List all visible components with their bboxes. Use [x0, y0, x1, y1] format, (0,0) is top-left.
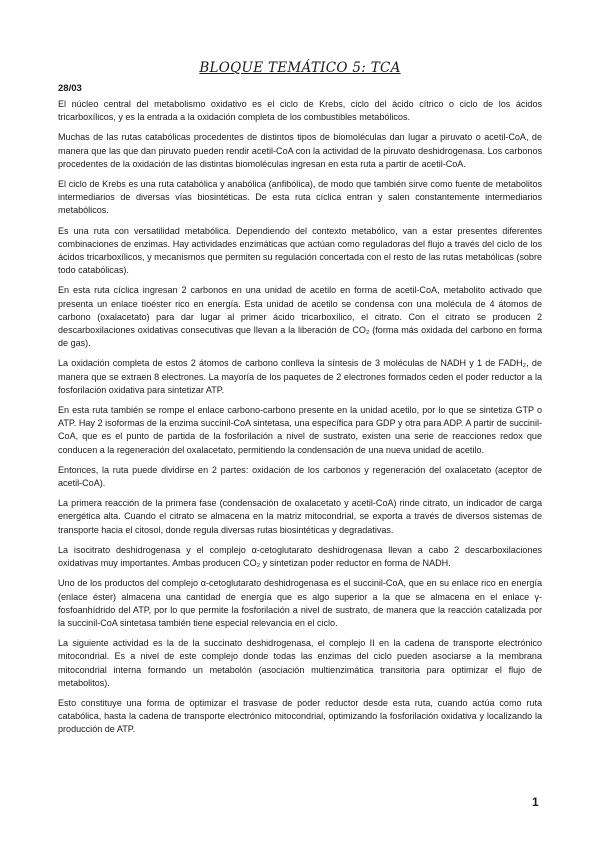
paragraph-12: La siguiente actividad es la de la succinato deshidrogenasa, el complejo II en la cadena de transporte electrónico mitocondrial. Es a nivel de este complejo donde todas las enzimas del ciclo pueden asociarse a la membrana mitocondrial interna formando un metabolón (asociación multienzimática transitoria para optimizar el flujo de metabolitos). — [58, 638, 542, 688]
paragraph-1: El núcleo central del metabolismo oxidativo es el ciclo de Krebs, ciclo del ácido cítrico o ciclo de los ácidos tricarboxílicos, y es la entrada a la oxidación completa de los combustibles metabólicos. — [58, 99, 542, 123]
paragraph-9: La primera reacción de la primera fase (condensación de oxalacetato y acetil-CoA) rinde citrato, un indicador de carga energética alta. Cuando el citrato se almacena en la matriz mitocondrial, se exporta a través de diversos sistemas de transporte hacia el citosol, donde regula diversas rutas biosintéticas y degradativas. — [58, 498, 542, 535]
paragraph-6: La oxidación completa de estos 2 átomos de carbono conlleva la síntesis de 3 moléculas de NADH y 1 de FADH₂, de manera que se extraen 8 electrones. La mayoría de los paquetes de 2 electrones formados ceden el poder reductor a la fosforilación oxidativa para sintetizar ATP. — [58, 358, 542, 395]
paragraph-7: En esta ruta también se rompe el enlace carbono-carbono presente en la unidad acetilo, por lo que se sintetiza GTP o ATP. Hay 2 isoformas de la enzima succinil-CoA sintetasa, una específica para GDP y otra para ADP. A partir de succinil-CoA, que es el punto de partida de la fosforilación a nivel de sustrato, existen una serie de reacciones redox que conducen a la regeneración del oxalacetato, permitiendo la condensación de una nueva unidad de acetilo. — [58, 405, 542, 455]
paragraph-4: Es una ruta con versatilidad metabólica. Dependiendo del contexto metabólico, van a estar presentes diferentes combinaciones de enzimas. Hay actividades enzimáticas que actúan como reguladoras del flujo a través del ciclo de los ácidos tricarboxílicos, y mecanismos que permiten su regulación concertada con el resto de las rutas metabólicas (sobre todo catabólicas). — [58, 225, 542, 276]
page-number: 1 — [532, 795, 539, 809]
paragraph-10: La isocitrato deshidrogenasa y el complejo α-cetoglutarato deshidrogenasa llevan a cabo 2 descarboxilaciones oxidativas muy importantes. Ambas producen CO₂ y sintetizan poder reductor en forma de NADH. — [58, 544, 542, 569]
paragraph-11: Uno de los productos del complejo α-cetoglutarato deshidrogenasa es el succinil-CoA, que en su enlace rico en energía (enlace éster) almacena una cantidad de energía que es algo superior a la que se almacena en el enlace γ-fosfoanhídrido del ATP, por lo que permite la fosforilación a nivel de sustrato, de manera que la reacción catalizada por la succinil-CoA sintetasa también tiene especial relevancia en el ciclo. — [58, 578, 542, 628]
paragraph-8: Entonces, la ruta puede dividirse en 2 partes: oxidación de los carbonos y regeneración del oxalacetato (aceptor de acetil-CoA). — [58, 464, 542, 489]
paragraph-2: Muchas de las rutas catabólicas procedentes de distintos tipos de biomoléculas dan lugar a piruvato o acetil-CoA, de manera que las que dan piruvato pueden rendir acetil-CoA con la actividad de la piruvato deshidrogenasa. Los carbonos procedentes de la oxidación de las distintas biomoléculas ingresan en esta ruta a partir de acetil-CoA. — [58, 132, 542, 169]
document-body — [58, 98, 542, 744]
paragraph-3: El ciclo de Krebs es una ruta catabólica y anabólica (anfibólica), de modo que también sirve como fuente de metabolitos intermediarios de diversas vías biosintéticas. De esta ruta cíclica entran y salen constantemente intermediarios metabólicos. — [58, 179, 542, 216]
document-title: BLOQUE TEMÁTICO 5: TCA — [199, 60, 401, 76]
paragraph-13: Esto constituye una forma de optimizar el trasvase de poder reductor desde esta ruta, cuando actúa como ruta catabólica, hasta la cadena de transporte electrónico mitocondrial, optimizando la fosforilación oxidativa y localizando la producción de ATP. — [58, 697, 542, 735]
document-date: 28/03 — [58, 83, 82, 94]
paragraph-5: En esta ruta cíclica ingresan 2 carbonos en una unidad de acetilo en forma de acetil-CoA, metabolito activado que presenta un enlace tioéster rico en energía. Esta unidad de acetilo se condensa con una molécula de 4 átomos de carbono (oxalacetato) para dar lugar al primer ácido tricarboxílico, el citrato. Con el citrato se producen 2 descarboxilaciones oxidativas consecutivas que llevan a la liberación de CO₂ (forma más oxidada del carbono en forma de gas). — [58, 285, 542, 349]
